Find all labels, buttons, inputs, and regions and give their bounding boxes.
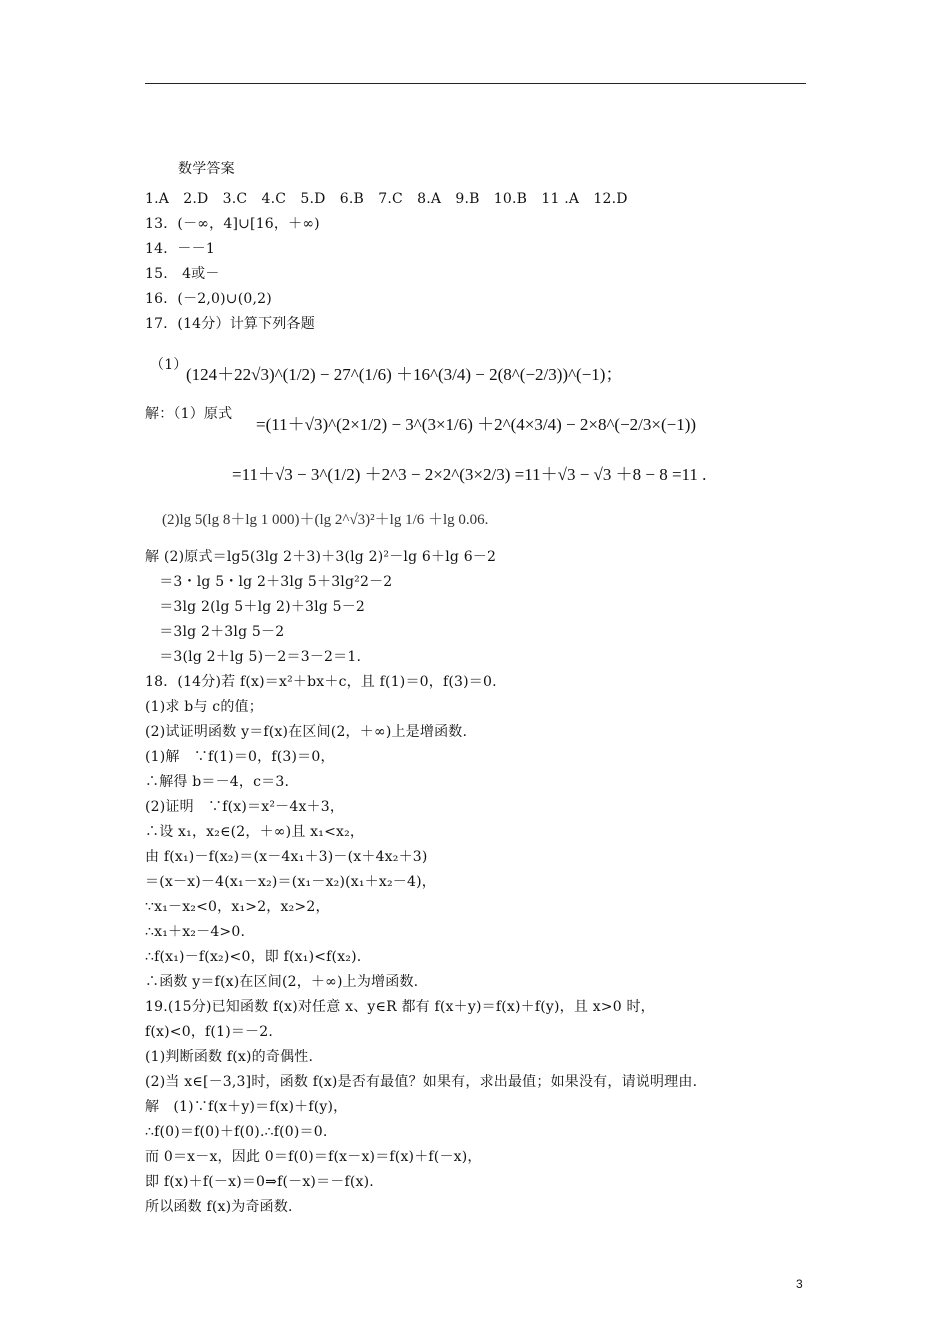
q18-line: (2)证明 ∵f(x)＝x²－4x＋3， xyxy=(145,799,345,815)
q18-line: 由 f(x₁)－f(x₂)＝(x－4x₁＋3)－(x＋4x₂＋3) xyxy=(145,849,428,865)
page-title: 数学答案 xyxy=(178,161,235,177)
q19-line: (1)判断函数 f(x)的奇偶性. xyxy=(145,1049,314,1065)
page-number: 3 xyxy=(796,1277,803,1291)
answer-14: 14．－－1 xyxy=(145,241,215,257)
q17-solution1-line1: =(11＋√3)^(2×1/2) − 3^(3×1/6) ＋2^(4×3/4) − 2×8^(−2/3×(−1)) xyxy=(256,415,697,434)
q19-line: ∴f(0)＝f(0)＋f(0).∴f(0)＝0. xyxy=(145,1124,328,1140)
q18-line: 18．(14分)若 f(x)＝x²＋bx＋c，且 f(1)＝0，f(3)＝0. xyxy=(145,674,497,690)
header-rule xyxy=(145,83,806,84)
q18-line: (1)求 b与 c的值； xyxy=(145,699,263,715)
q17-solution1-line2: =11＋√3 − 3^(1/2) ＋2^3 − 2×2^(3×2/3) =11＋√3 − √3 ＋8 − 8 =11 . xyxy=(232,465,707,484)
answer-13: 13．(－∞，4]∪[16，＋∞) xyxy=(145,216,320,232)
answer-16: 16．(－2,0)∪(0,2) xyxy=(145,291,272,307)
q18-line: ∴解得 b＝－4，c＝3. xyxy=(145,774,290,790)
q19-line: 即 f(x)＋f(－x)＝0⇒f(－x)＝－f(x). xyxy=(145,1174,374,1190)
q18-line: ＝(x－x)－4(x₁－x₂)＝(x₁－x₂)(x₁＋x₂－4)， xyxy=(145,874,436,890)
q18-line: ∵x₁－x₂<0，x₁>2，x₂>2， xyxy=(145,899,330,915)
q17-solution2-line: ＝3・lg 5・lg 2＋3lg 5＋3lg²2－2 xyxy=(145,574,393,590)
q18-line: (1)解 ∵f(1)＝0，f(3)＝0， xyxy=(145,749,335,765)
q18-line: ∴函数 y＝f(x)在区间(2，＋∞)上为增函数. xyxy=(145,974,419,990)
q19-line: 而 0＝x－x，因此 0＝f(0)＝f(x－x)＝f(x)＋f(－x)， xyxy=(145,1149,482,1165)
q19-line: f(x)<0，f(1)＝－2. xyxy=(145,1024,274,1040)
q19-line: 解 (1)∵f(x＋y)＝f(x)＋f(y)， xyxy=(145,1099,348,1115)
q17-part1-expression: (124＋22√3)^(1/2) − 27^(1/6) ＋16^(3/4) − 2(8^(−2/3))^(−1)； xyxy=(186,365,623,384)
q17-solution2-line: ＝3(lg 2＋lg 5)－2＝3－2＝1. xyxy=(145,649,362,665)
q17-part1-label: （1） xyxy=(150,357,188,373)
answer-15: 15. 4或－ xyxy=(145,266,220,282)
q18-line: (2)试证明函数 y＝f(x)在区间(2，＋∞)上是增函数. xyxy=(145,724,468,740)
q19-line: (2)当 x∈[－3,3]时，函数 f(x)是否有最值？如果有，求出最值；如果没有，请说明理由. xyxy=(145,1074,698,1090)
q19-line: 19.(15分)已知函数 f(x)对任意 x、y∈R 都有 f(x＋y)＝f(x)＋f(y)，且 x>0 时， xyxy=(145,999,655,1015)
q18-line: ∴x₁＋x₂－4>0. xyxy=(145,924,246,940)
q17-solution2-line: ＝3lg 2＋3lg 5－2 xyxy=(145,624,285,640)
q17-solution1-prefix: 解：（1）原式 xyxy=(145,406,233,422)
q17-solution2-line: 解 (2)原式＝lg5(3lg 2＋3)＋3(lg 2)²－lg 6＋lg 6－2 xyxy=(145,549,497,565)
q19-line: 所以函数 f(x)为奇函数. xyxy=(145,1199,293,1215)
q18-line: ∴f(x₁)－f(x₂)<0，即 f(x₁)<f(x₂). xyxy=(145,949,362,965)
answers-1-12: 1.A 2.D 3.C 4.C 5.D 6.B 7.C 8.A 9.B 10.B 11 .A 12.D xyxy=(145,191,628,207)
q18-line: ∴设 x₁，x₂∈(2，＋∞)且 x₁<x₂， xyxy=(145,824,365,840)
q17-part2-expression: (2)lg 5(lg 8＋lg 1 000)＋(lg 2^√3)²＋lg 1/6 ＋lg 0.06. xyxy=(162,512,489,528)
question-17-heading: 17．(14分）计算下列各题 xyxy=(145,316,315,332)
q17-solution2-line: ＝3lg 2(lg 5＋lg 2)＋3lg 5－2 xyxy=(145,599,366,615)
